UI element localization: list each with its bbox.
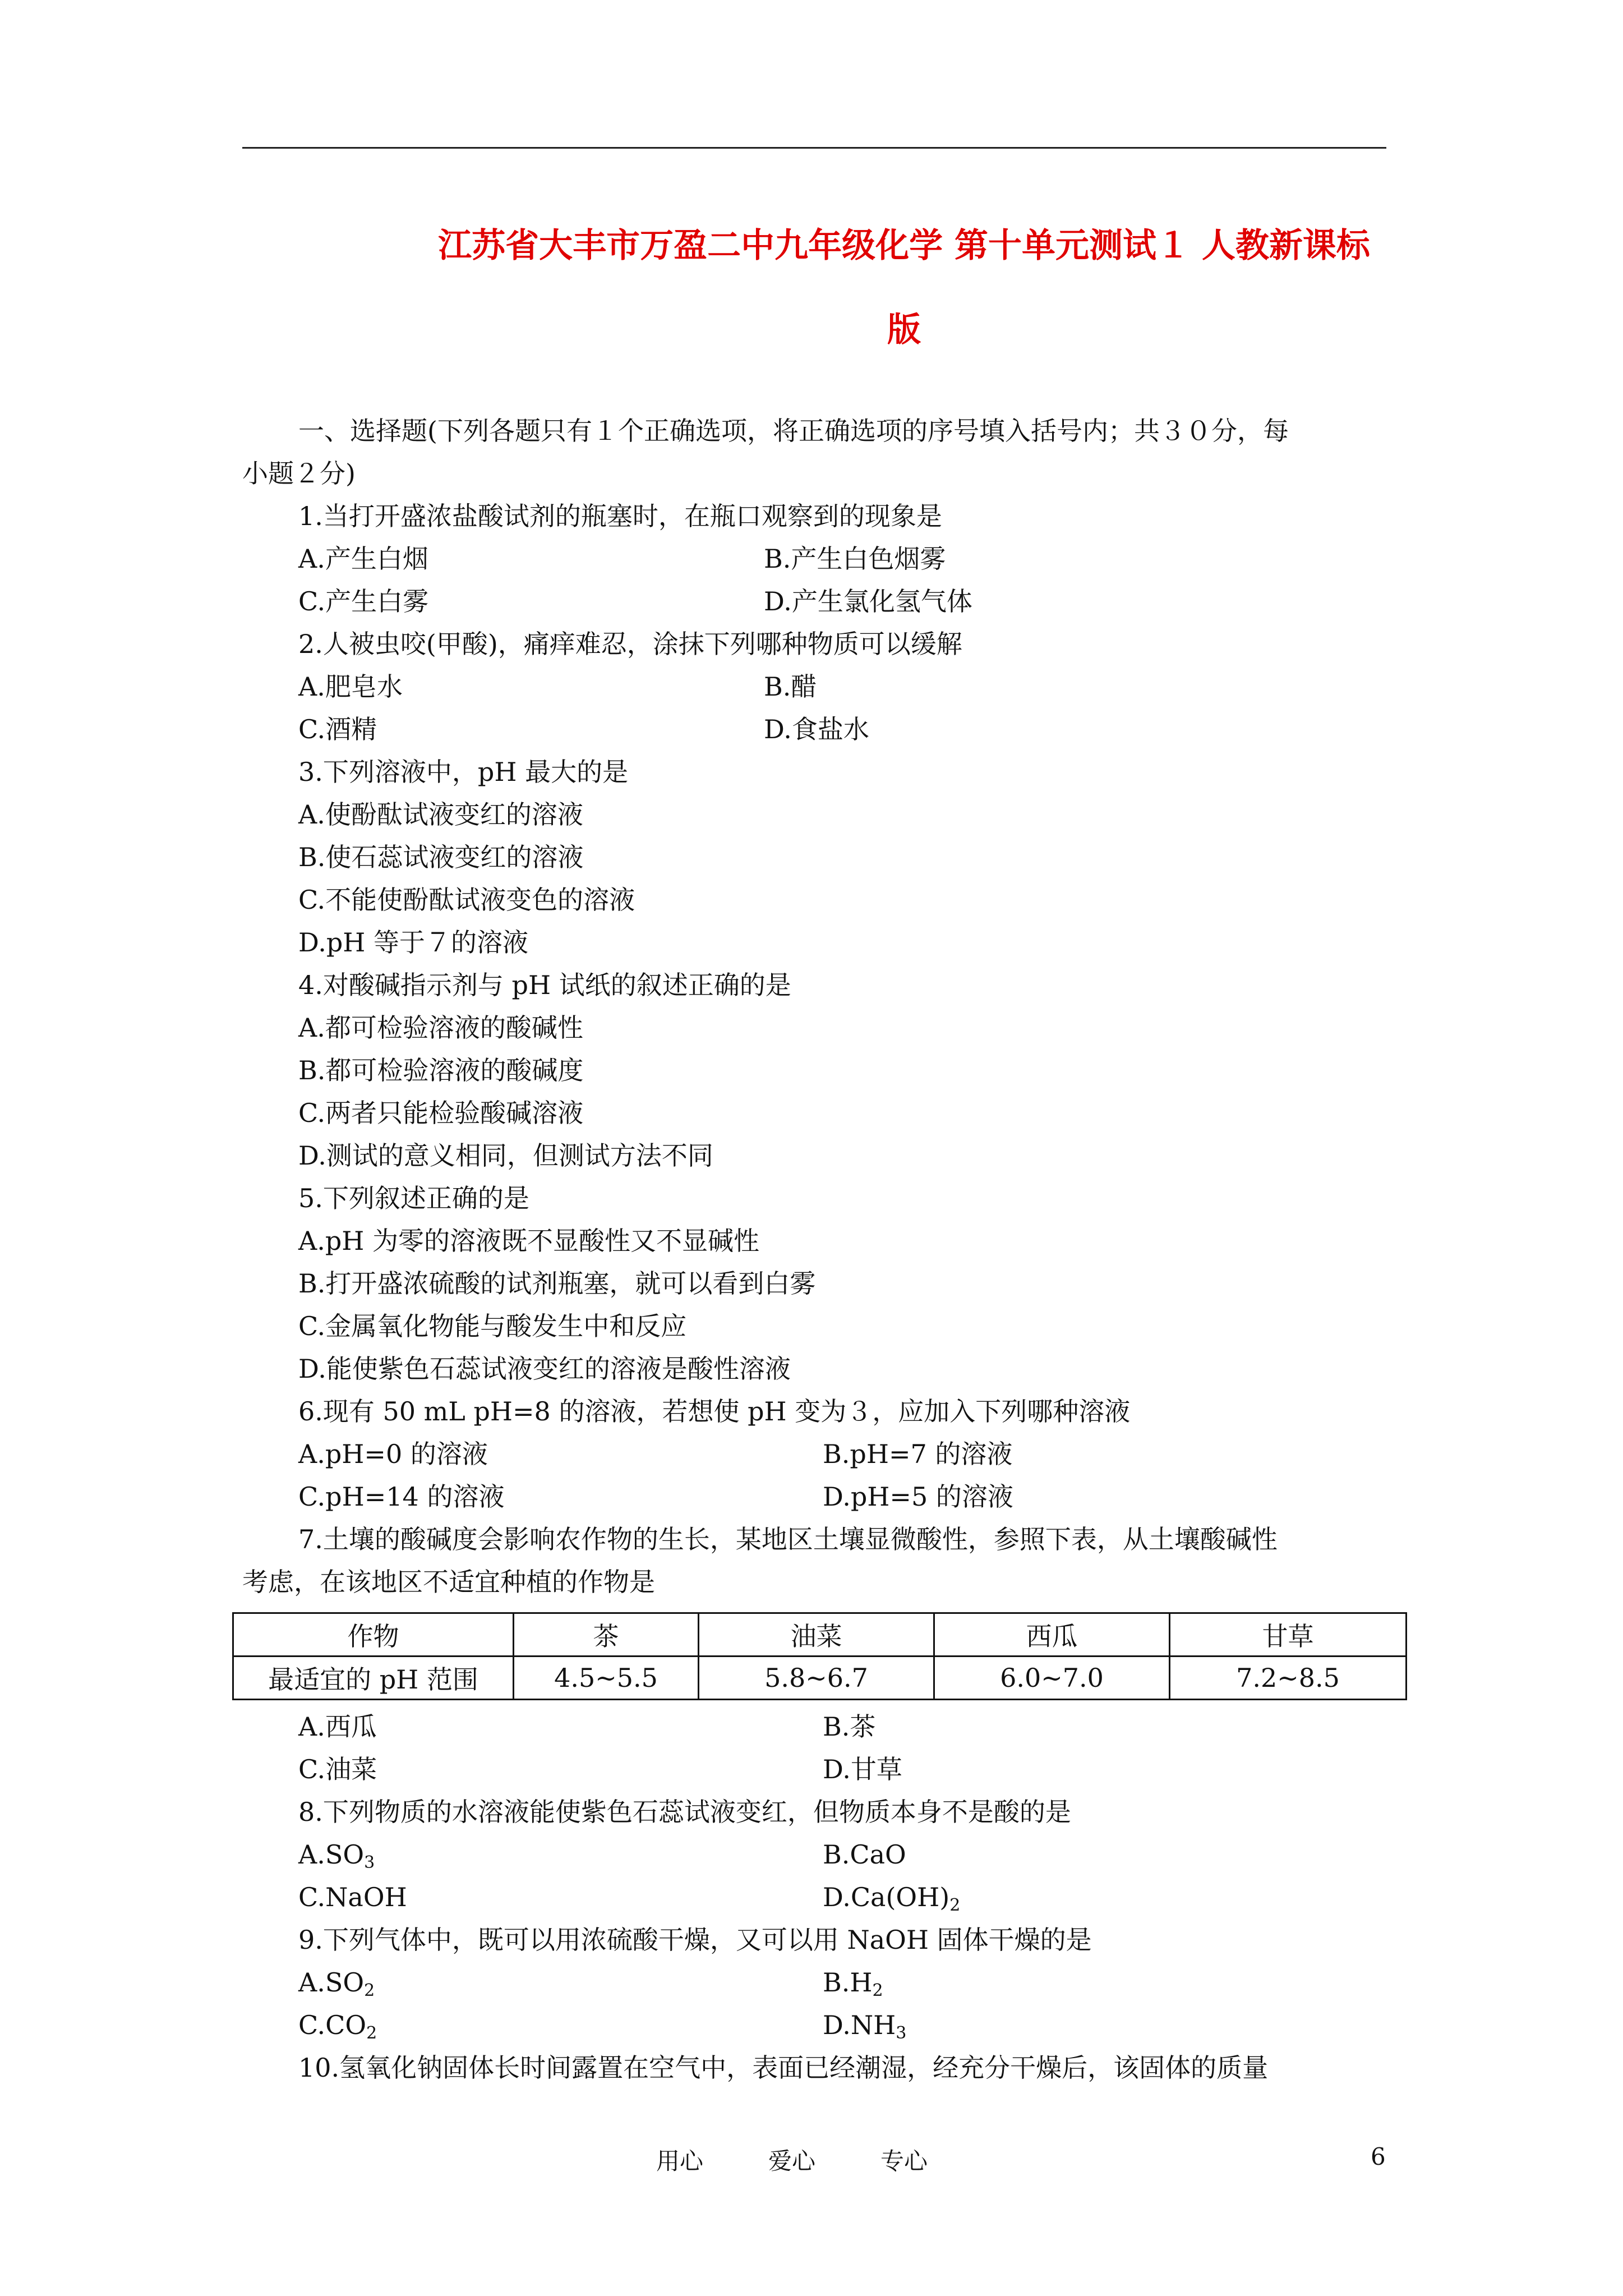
question-8-stem: 8.下列物质的水溶液能使紫色石蕊试液变红，但物质本身不是酸的是 [298, 1797, 1071, 1827]
question-9-option-d: $D.NH_3$ [823, 2010, 907, 2043]
question-1-stem: 1.当打开盛浓盐酸试剂的瓶塞时，在瓶口观察到的现象是 [298, 501, 942, 531]
question-3-option-a: A.使酚酞试液变红的溶液 [298, 799, 583, 830]
question-10-stem: 10.氢氧化钠固体长时间露置在空气中，表面已经潮湿，经充分干燥后，该固体的质量 [298, 2053, 1269, 2083]
question-2-option-a: A.肥皂水 [298, 671, 403, 702]
table-row [233, 1657, 1407, 1700]
question-6-option-d: D.pH=5 的溶液 [823, 1481, 1013, 1512]
footer-text-2: 爱心 [768, 2147, 816, 2175]
question-9-option-c: $C.CO_2$ [298, 2010, 377, 2043]
question-5-option-b: B.打开盛浓硫酸的试剂瓶塞，就可以看到白雾 [298, 1268, 816, 1299]
question-9-stem: 9.下列气体中，既可以用浓硫酸干燥，又可以用 NaOH 固体干燥的是 [298, 1925, 1092, 1955]
question-5-stem: 5.下列叙述正确的是 [298, 1183, 529, 1213]
question-6-option-c: C.pH=14 的溶液 [298, 1481, 505, 1512]
question-2-stem: 2.人被虫咬(甲酸)，痛痒难忍，涂抹下列哪种物质可以缓解 [298, 629, 962, 659]
question-4-option-a: A.都可检验溶液的酸碱性 [298, 1013, 583, 1043]
table-cell: 4.5~5.5 [514, 1657, 699, 1700]
question-6-option-b: B.pH=7 的溶液 [823, 1439, 1013, 1469]
question-4-stem: 4.对酸碱指示剂与 pH 试纸的叙述正确的是 [298, 970, 791, 1000]
table-header-cell: 油菜 [699, 1613, 934, 1657]
page-title-line2: 版 [887, 310, 921, 349]
footer-text-3: 专心 [880, 2147, 928, 2175]
question-6-stem: 6.现有 50 mL pH=8 的溶液，若想使 pH 变为３，应加入下列哪种溶液 [298, 1396, 1131, 1427]
question-7-stem: 7.土壤的酸碱度会影响农作物的生长，某地区土壤显微酸性，参照下表，从土壤酸碱性 [298, 1524, 1278, 1554]
question-8-option-d: $D.Ca(OH)_2$ [823, 1882, 961, 1915]
question-5-option-c: C.金属氧化物能与酸发生中和反应 [298, 1311, 687, 1341]
question-6-option-a: A.pH=0 的溶液 [298, 1439, 488, 1469]
question-7-stem-cont: 考虑，在该地区不适宜种植的作物是 [242, 1567, 655, 1597]
footer-text-1: 用心 [656, 2147, 704, 2175]
question-9-option-b: $B.H_2$ [823, 1967, 883, 2000]
table-cell: 最适宜的 pH 范围 [233, 1657, 514, 1700]
question-4-option-d: D.测试的意义相同，但测试方法不同 [298, 1140, 713, 1171]
question-1-option-a: A.产生白烟 [298, 544, 428, 574]
question-2-option-c: C.酒精 [298, 714, 377, 744]
question-3-option-d: D.pH 等于７的溶液 [298, 927, 529, 958]
question-9-option-a: $A.SO_2$ [298, 1967, 375, 2000]
header-rule [242, 147, 1386, 149]
table-cell: 7.2~8.5 [1170, 1657, 1407, 1700]
question-5-option-a: A.pH 为零的溶液既不显酸性又不显碱性 [298, 1226, 760, 1256]
page-number: 6 [1371, 2143, 1386, 2170]
table-cell: 5.8~6.7 [699, 1657, 934, 1700]
question-1-option-b: B.产生白色烟雾 [764, 544, 946, 574]
question-1-option-d: D.产生氯化氢气体 [764, 586, 972, 616]
question-2-option-d: D.食盐水 [764, 714, 869, 744]
section-heading: 一、选择题(下列各题只有１个正确选项，将正确选项的序号填入括号内；共３０分，每 [298, 416, 1289, 446]
question-7-option-d: D.甘草 [823, 1754, 902, 1784]
question-4-option-c: C.两者只能检验酸碱溶液 [298, 1098, 584, 1128]
question-4-option-b: B.都可检验溶液的酸碱度 [298, 1055, 584, 1085]
question-7-option-a: A.西瓜 [298, 1711, 377, 1742]
page-title-line1: 江苏省大丰市万盈二中九年级化学 第十单元测试１ 人教新课标 [438, 226, 1370, 265]
question-2-option-b: B.醋 [764, 671, 817, 702]
table-header-cell: 西瓜 [934, 1613, 1170, 1657]
table-header-cell: 茶 [514, 1613, 699, 1657]
table-header-cell: 作物 [233, 1613, 514, 1657]
question-7-option-b: B.茶 [823, 1711, 876, 1742]
table-header-cell: 甘草 [1170, 1613, 1407, 1657]
crop-ph-table [232, 1612, 1407, 1700]
table-row [233, 1613, 1407, 1657]
question-3-option-b: B.使石蕊试液变红的溶液 [298, 842, 584, 872]
question-8-option-c: C.NaOH [298, 1882, 407, 1912]
question-5-option-d: D.能使紫色石蕊试液变红的溶液是酸性溶液 [298, 1354, 791, 1384]
question-7-option-c: C.油菜 [298, 1754, 377, 1784]
section-heading-cont: 小题２分) [242, 458, 356, 489]
question-3-stem: 3.下列溶液中，pH 最大的是 [298, 757, 629, 787]
question-8-option-b: B.CaO [823, 1839, 906, 1870]
table-cell: 6.0~7.0 [934, 1657, 1170, 1700]
question-3-option-c: C.不能使酚酞试液变色的溶液 [298, 885, 635, 915]
question-1-option-c: C.产生白雾 [298, 586, 429, 616]
question-8-option-a: $A.SO_3$ [298, 1839, 375, 1872]
